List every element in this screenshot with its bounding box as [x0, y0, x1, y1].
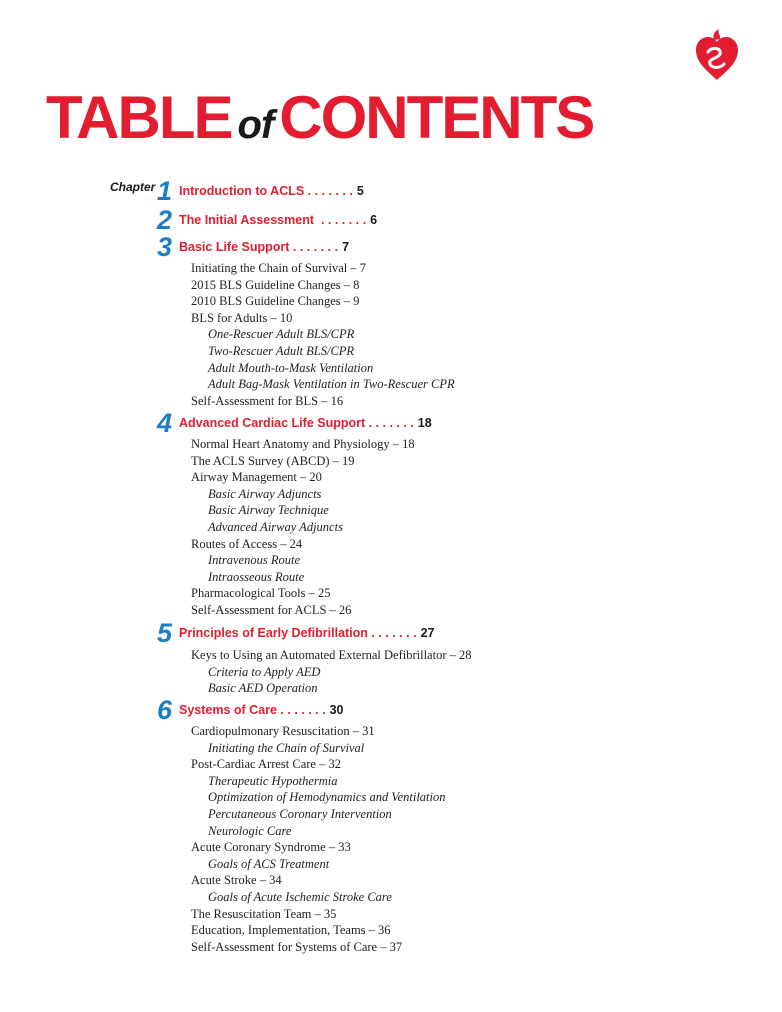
toc-section[interactable]: Airway Management – 20 [191, 470, 322, 485]
chapter-title[interactable] [179, 212, 377, 228]
toc-subsection[interactable]: Criteria to Apply AED [208, 664, 321, 679]
chapter-label: Chapter [110, 180, 156, 194]
toc-subsection[interactable]: Advanced Airway Adjuncts [208, 520, 343, 534]
toc-subsection[interactable]: Goals of Acute Ischemic Stroke Care [208, 890, 392, 904]
toc-subsection[interactable]: Adult Bag-Mask Ventilation in Two-Rescuer CPR [208, 377, 455, 392]
toc-section[interactable]: Routes of Access – 24 [191, 536, 303, 551]
chapter-page-number: 18 [417, 416, 432, 430]
toc-section[interactable]: Self-Assessment for ACLS – 26 [191, 603, 352, 617]
chapter-number: 4 [156, 408, 172, 438]
chapter-page-number: 30 [329, 703, 344, 717]
page-title [46, 78, 593, 165]
toc-section[interactable]: 2015 BLS Guideline Changes – 8 [191, 277, 360, 292]
toc-subsection[interactable]: Optimization of Hemodynamics and Ventilation [208, 790, 446, 805]
chapter-title-text: Basic Life Support . . . . . . . [179, 240, 339, 254]
heart-flame-logo [694, 28, 740, 82]
title-of: of [237, 103, 274, 147]
toc-subsection[interactable]: Initiating the Chain of Survival [208, 740, 365, 755]
chapter-number: 3 [156, 232, 172, 262]
toc-section[interactable]: Post-Cardiac Arrest Care – 32 [191, 757, 341, 772]
chapter-number: 2 [156, 205, 172, 235]
chapter-number: 5 [156, 618, 172, 648]
toc-section[interactable]: Acute Coronary Syndrome – 33 [191, 840, 351, 855]
chapter-title[interactable] [179, 239, 349, 255]
chapter-title-text: Systems of Care . . . . . . . [179, 703, 326, 717]
chapter-title-text: Principles of Early Defibrillation . . . . . . . [179, 626, 417, 640]
title-table: TABLE [46, 84, 232, 151]
toc-section[interactable]: Initiating the Chain of Survival – 7 [191, 261, 366, 275]
chapter-title-text: Advanced Cardiac Life Support . . . . . . . [179, 416, 414, 430]
chapter-page-number: 6 [370, 213, 378, 227]
toc-subsection[interactable]: Therapeutic Hypothermia [208, 773, 338, 788]
toc-section[interactable]: Normal Heart Anatomy and Physiology – 18 [191, 437, 415, 451]
toc-section[interactable]: Self-Assessment for Systems of Care – 37 [191, 939, 403, 954]
chapter-title-text: Introduction to ACLS . . . . . . . [179, 184, 353, 198]
toc-section[interactable]: Acute Stroke – 34 [191, 873, 282, 888]
chapter-page-number: 7 [342, 240, 350, 254]
toc-subsection[interactable]: Basic AED Operation [208, 681, 318, 696]
chapter-title-text: The Initial Assessment . . . . . . . [179, 213, 367, 227]
toc-section[interactable]: Self-Assessment for BLS – 16 [191, 393, 344, 408]
title-contents: CONTENTS [279, 84, 594, 151]
toc-subsection[interactable]: Intraosseous Route [208, 569, 305, 584]
toc-subsection[interactable]: Adult Mouth-to-Mask Ventilation [208, 360, 374, 375]
toc-section[interactable]: Keys to Using an Automated External Defibrillator – 28 [191, 648, 472, 662]
chapter-page-number: 5 [356, 184, 364, 198]
toc-subsection[interactable]: Neurologic Care [208, 823, 292, 838]
chapter-number: 6 [156, 695, 172, 725]
toc-section[interactable]: Cardiopulmonary Resuscitation – 31 [191, 724, 375, 738]
toc-subsection[interactable]: Two-Rescuer Adult BLS/CPR [208, 344, 355, 358]
chapter-title[interactable] [179, 183, 364, 199]
toc-section[interactable]: Pharmacological Tools – 25 [191, 586, 331, 601]
toc-section[interactable]: Education, Implementation, Teams – 36 [191, 923, 391, 938]
toc-section[interactable]: BLS for Adults – 10 [191, 310, 293, 325]
toc-subsection[interactable]: Percutaneous Coronary Intervention [208, 807, 392, 821]
chapter-title[interactable] [179, 702, 344, 718]
toc-subsection[interactable]: Intravenous Route [208, 553, 300, 568]
chapter-number: 1 [156, 176, 172, 206]
toc-subsection[interactable]: Basic Airway Adjuncts [208, 486, 322, 501]
chapter-title[interactable] [179, 625, 434, 641]
toc-section[interactable]: The Resuscitation Team – 35 [191, 906, 337, 921]
chapter-title[interactable] [179, 415, 432, 431]
toc-subsection[interactable]: One-Rescuer Adult BLS/CPR [208, 327, 355, 342]
toc-subsection[interactable]: Goals of ACS Treatment [208, 856, 330, 871]
toc-section[interactable]: 2010 BLS Guideline Changes – 9 [191, 294, 360, 309]
toc-subsection[interactable]: Basic Airway Technique [208, 503, 329, 518]
chapter-page-number: 27 [420, 626, 435, 640]
toc-section[interactable]: The ACLS Survey (ABCD) – 19 [191, 453, 355, 468]
